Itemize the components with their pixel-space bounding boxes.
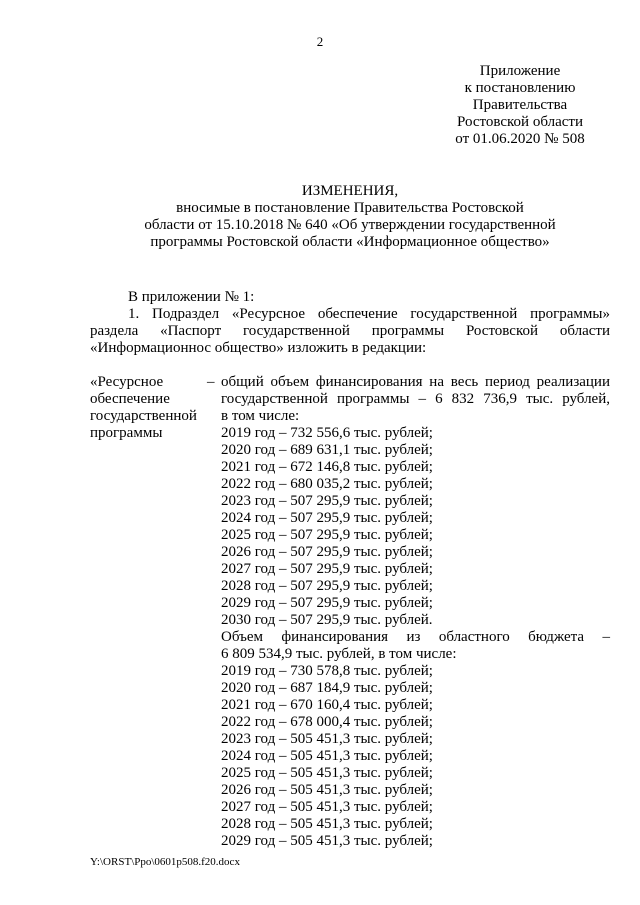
year-allocation-line: 2019 год – 732 556,6 тыс. рублей; xyxy=(221,425,433,441)
total-line: государственной программы – 6 832 736,9 тыс. рублей, xyxy=(221,391,610,407)
year-allocation-line: 2025 год – 505 451,3 тыс. рублей; xyxy=(221,765,433,781)
heading-line: вносимые в постановление Правительства Ростовской xyxy=(176,200,524,216)
year-allocation-line: 2025 год – 507 295,9 тыс. рублей; xyxy=(221,527,433,543)
appendix-line: к постановлению xyxy=(464,80,576,96)
year-allocation-line: 2024 год – 507 295,9 тыс. рублей; xyxy=(221,510,433,526)
appendix-line: Ростовской области xyxy=(457,114,583,130)
year-allocation-line: 2029 год – 507 295,9 тыс. рублей; xyxy=(221,595,433,611)
label-line: обеспечение xyxy=(90,391,170,407)
year-allocation-line: 2026 год – 505 451,3 тыс. рублей; xyxy=(221,782,433,798)
year-allocation-line: 2027 год – 505 451,3 тыс. рублей; xyxy=(221,799,433,815)
regional-years-list xyxy=(221,663,610,850)
year-allocation-line: 2029 год – 505 451,3 тыс. рублей; xyxy=(221,833,433,849)
label-line: государственной xyxy=(90,408,197,424)
year-allocation-line: 2020 год – 687 184,9 тыс. рублей; xyxy=(221,680,433,696)
year-allocation-line: 2022 год – 678 000,4 тыс. рублей; xyxy=(221,714,433,730)
label-line: программы xyxy=(90,425,163,441)
file-path-footer: Y:\ORST\Ppo\0601p508.f20.docx xyxy=(90,856,240,868)
year-allocation-line: 2021 год – 670 160,4 тыс. рублей; xyxy=(221,697,433,713)
year-allocation-line: 2020 год – 689 631,1 тыс. рублей; xyxy=(221,442,433,458)
total-line: в том числе: xyxy=(221,408,300,424)
passport-value xyxy=(221,374,610,850)
intro-paragraph: В приложении № 1: xyxy=(128,289,255,305)
passport-dash: – xyxy=(207,374,215,390)
regional-line: Объем финансирования из областного бюджета – xyxy=(221,629,610,645)
passport-label xyxy=(90,374,208,442)
item-1-line: 1. Подраздел «Ресурсное обеспечение государственной программы» xyxy=(128,306,610,322)
regional-line: 6 809 534,9 тыс. рублей, в том числе: xyxy=(221,646,457,662)
item-1-line: раздела «Паспорт государственной программы Ростовской области xyxy=(90,323,610,339)
document-heading xyxy=(0,183,640,251)
appendix-block xyxy=(440,63,600,148)
year-allocation-line: 2019 год – 730 578,8 тыс. рублей; xyxy=(221,663,433,679)
year-allocation-line: 2023 год – 505 451,3 тыс. рублей; xyxy=(221,731,433,747)
year-allocation-line: 2022 год – 680 035,2 тыс. рублей; xyxy=(221,476,433,492)
item-1-line: «Информационнос общество» изложить в редакции: xyxy=(90,340,427,356)
page-number: 2 xyxy=(316,34,324,49)
heading-title: ИЗМЕНЕНИЯ, xyxy=(301,183,399,199)
appendix-line: Приложение xyxy=(479,63,561,79)
year-allocation-line: 2030 год – 507 295,9 тыс. рублей. xyxy=(221,612,433,628)
appendix-line: от 01.06.2020 № 508 xyxy=(455,131,585,147)
heading-line: программы Ростовской области «Информационное общество» xyxy=(150,234,550,250)
year-allocation-line: 2028 год – 505 451,3 тыс. рублей; xyxy=(221,816,433,832)
year-allocation-line: 2028 год – 507 295,9 тыс. рублей; xyxy=(221,578,433,594)
appendix-line: Правительства xyxy=(472,97,568,113)
total-line: общий объем финансирования на весь период реализации xyxy=(221,374,610,390)
heading-line: области от 15.10.2018 № 640 «Об утверждении государственной xyxy=(144,217,556,233)
year-allocation-line: 2026 год – 507 295,9 тыс. рублей; xyxy=(221,544,433,560)
year-allocation-line: 2027 год – 507 295,9 тыс. рублей; xyxy=(221,561,433,577)
year-allocation-line: 2023 год – 507 295,9 тыс. рублей; xyxy=(221,493,433,509)
year-allocation-line: 2024 год – 505 451,3 тыс. рублей; xyxy=(221,748,433,764)
item-1-paragraph xyxy=(90,306,610,357)
year-allocation-line: 2021 год – 672 146,8 тыс. рублей; xyxy=(221,459,433,475)
total-years-list xyxy=(221,425,610,629)
label-line: «Ресурсное xyxy=(90,374,164,390)
